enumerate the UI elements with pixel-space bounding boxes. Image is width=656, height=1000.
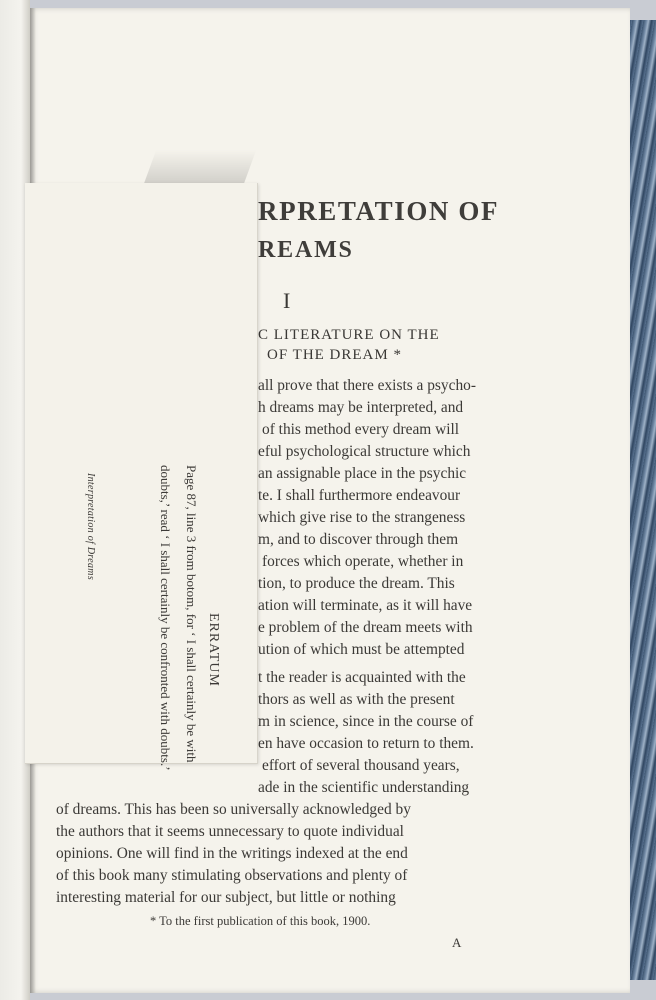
erratum-line-2: doubts,’ read ‘ I shall certainly be confronted with doubts.’ bbox=[158, 465, 173, 771]
slip-shadow bbox=[144, 150, 256, 184]
signature-mark: A bbox=[452, 935, 462, 950]
body-line: ation will terminate, as it will have bbox=[258, 597, 473, 614]
body-line: of this method every dream will bbox=[262, 421, 460, 438]
page-title-line-2: REAMS bbox=[258, 237, 354, 263]
chapter-heading-line: C LITERATURE ON THE bbox=[258, 327, 440, 343]
body-line: h dreams may be interpreted, and bbox=[258, 399, 464, 416]
footnote: * To the first publication of this book, 1900. bbox=[150, 914, 371, 928]
slip-side-label: Interpretation of Dreams bbox=[85, 473, 96, 581]
body-line: m in science, since in the course of bbox=[258, 713, 474, 730]
body-line: thors as well as with the present bbox=[258, 691, 455, 708]
chapter-heading-line: OF THE DREAM * bbox=[267, 347, 402, 363]
body-line: the authors that it seems unnecessary to quote individual bbox=[56, 823, 404, 840]
body-line: of this book many stimulating observations and plenty of bbox=[56, 867, 408, 884]
body-line: all prove that there exists a psycho- bbox=[258, 377, 476, 394]
erratum-heading: ERRATUM bbox=[206, 613, 221, 687]
body-line: interesting material for our subject, but little or nothing bbox=[56, 889, 396, 906]
body-line: eful psychological structure which bbox=[258, 443, 471, 460]
body-line: en have occasion to return to them. bbox=[258, 735, 474, 752]
body-line: which give rise to the strangeness bbox=[258, 509, 466, 526]
body-line: opinions. One will find in the writings indexed at the end bbox=[56, 845, 408, 862]
erratum-slip bbox=[25, 183, 258, 771]
body-line: forces which operate, whether in bbox=[262, 553, 464, 570]
body-line: te. I shall furthermore endeavour bbox=[258, 487, 461, 504]
body-line: t the reader is acquainted with the bbox=[258, 669, 466, 686]
body-line: tion, to produce the dream. This bbox=[258, 575, 455, 592]
erratum-line-1: Page 87, line 3 from botom, for ‘ I shall certainly be with bbox=[184, 465, 199, 763]
body-line: ade in the scientific understanding bbox=[258, 779, 470, 796]
body-line: ution of which must be attempted bbox=[258, 641, 465, 658]
body-line: effort of several thousand years, bbox=[262, 757, 460, 774]
chapter-numeral: I bbox=[283, 288, 291, 313]
body-line: an assignable place in the psychic bbox=[258, 465, 467, 482]
page-title-line-1: RPRETATION OF bbox=[258, 196, 500, 226]
body-line: m, and to discover through them bbox=[258, 531, 459, 548]
body-line: of dreams. This has been so universally acknowledged by bbox=[56, 801, 411, 818]
body-line: e problem of the dream meets with bbox=[258, 619, 473, 636]
